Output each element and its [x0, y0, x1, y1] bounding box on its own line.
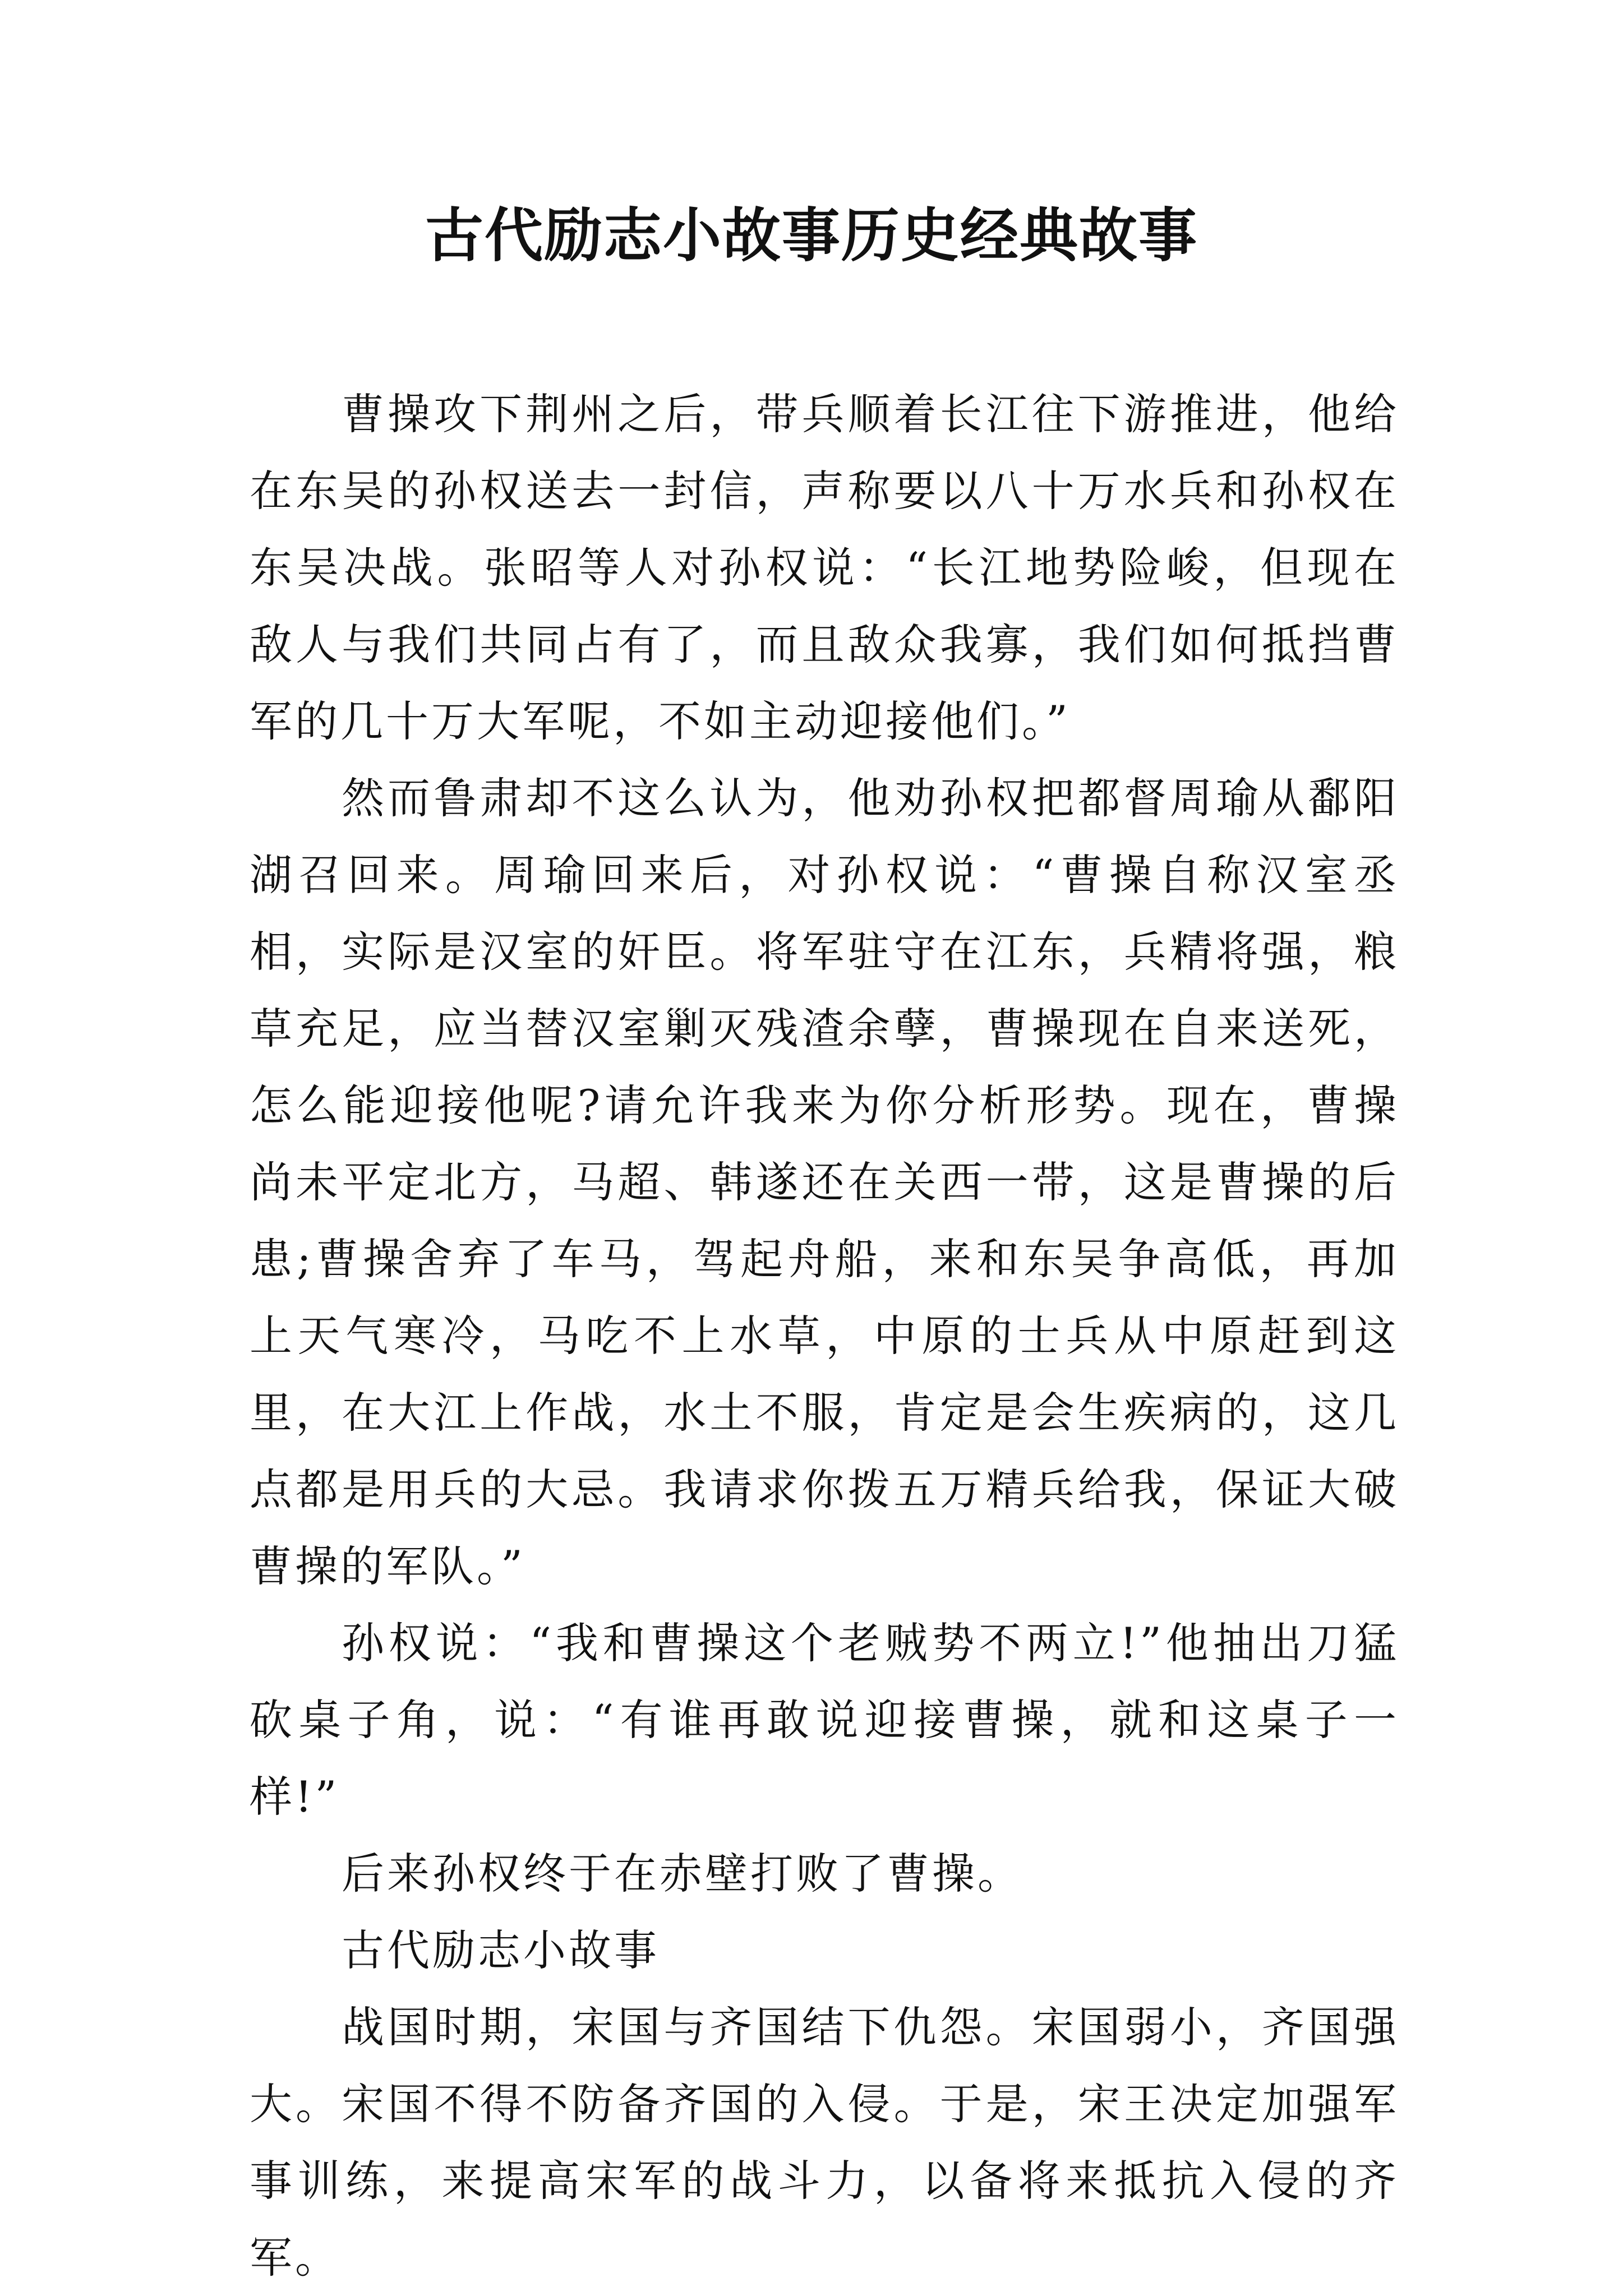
- paragraph: 后来孙权终于在赤壁打败了曹操。: [342, 1849, 1023, 1898]
- paragraph: 曹操攻下荆州之后，带兵顺着长江往下游推进，他给在东吴的孙权送去一封信，声称要以八十万水兵和孙权在东吴决战。张昭等人对孙权说：“长江地势险峻，但现在敌人与我们共同占有了，而且敌众我寡，我们如何抵挡曹军的几十万大军呢，不如主动迎接他们。”: [250, 389, 1399, 746]
- paragraph: 孙权说：“我和曹操这个老贼势不两立!”他抽出刀猛砍桌子角，说：“有谁再敢说迎接曹操，就和这桌子一样!”: [250, 1618, 1399, 1822]
- paragraph: 战国时期，宋国与齐国结下仇怨。宋国弱小，齐国强大。宋国不得不防备齐国的入侵。于是，宋王决定加强军事训练，来提高宋军的战斗力，以备将来抵抗入侵的齐军。: [250, 2002, 1399, 2283]
- document-title: 古代励志小故事历史经典故事: [425, 201, 1198, 270]
- paragraph: 然而鲁肃却不这么认为，他劝孙权把都督周瑜从鄱阳湖召回来。周瑜回来后，对孙权说：“曹操自称汉室丞相，实际是汉室的奸臣。将军驻守在江东，兵精将强，粮草充足，应当替汉室剿灭残渣余孽，曹操现在自来送死，怎么能迎接他呢?请允许我来为你分析形势。现在，曹操尚未平定北方，马超、韩遂还在关西一带，这是曹操的后患;曹操舍弃了车马，驾起舟船，来和东吴争高低，再加上天气寒冷，马吃不上水草，中原的士兵从中原赶到这里，在大江上作战，水土不服，肯定是会生疾病的，这几点都是用兵的大忌。我请求你拨五万精兵给我，保证大破曹操的军队。”: [250, 773, 1399, 1591]
- document-body: [250, 376, 1399, 2296]
- section-heading: 古代励志小故事: [342, 1925, 660, 1975]
